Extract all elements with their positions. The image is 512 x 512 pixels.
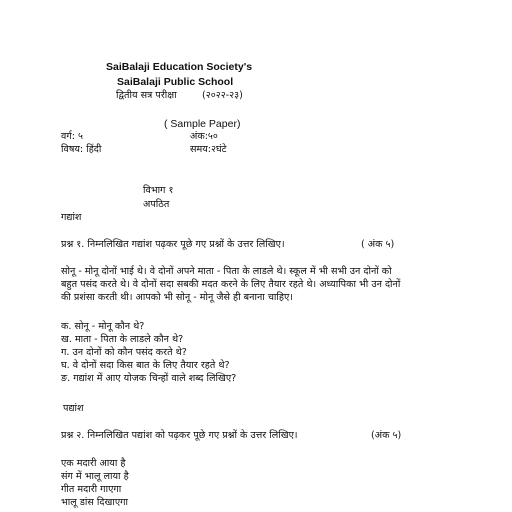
prose-heading: गद्यांश: [61, 212, 82, 223]
sub-question: घ. वे दोनों सदा किस बात के लिए तैयार रहते थे?: [61, 360, 230, 371]
poem-line: भालू डांस दिखाएगा: [61, 497, 129, 508]
marks-label: अंक:५०: [190, 131, 218, 142]
sub-question: ख. माता - पिता के लाडले कौन थे?: [61, 334, 184, 345]
prose-marks: ( अंक ५): [361, 239, 395, 250]
subject-label: विषय: हिंदी: [61, 144, 102, 155]
poem-line: संग में भालू लाया है: [61, 471, 129, 482]
sub-question: क. सोनू - मोनू कौन थे?: [61, 321, 145, 332]
exam-title: द्वितीय सत्र परीक्षा: [116, 90, 177, 101]
poetry-heading: पद्यांश: [63, 403, 84, 414]
prose-sub-questions: [61, 320, 236, 385]
society-name: SaiBalaji Education Society's: [106, 61, 253, 73]
time-label: समय:२घंटे: [190, 144, 227, 155]
sub-question: ग. उन दोनों को कौन पसंद करते थे?: [61, 347, 187, 358]
sub-question: ङ. गद्यांश में आए योजक चिन्हों वाले शब्द लिखिए?: [61, 373, 237, 384]
school-name: SaiBalaji Public School: [117, 76, 234, 88]
passage-line: बहुत पसंद करते थे। वे दोनों सदा सबकी मदत करने के लिए तैयार रहते थे। अध्यापिका भी उन दोनों: [61, 279, 401, 290]
poetry-question: प्रश्न २. निम्नलिखित पद्यांश को पढ़कर पूछे गए प्रश्नों के उत्तर लिखिए।: [61, 430, 298, 441]
poem-line: गीत मदारी गाएगा: [61, 484, 122, 495]
exam-year: (२०२२-२३): [202, 90, 243, 101]
poem-line: एक मदारी आया है: [61, 458, 126, 469]
section-name: अपठित: [143, 199, 170, 210]
class-label: वर्ग: ५: [61, 131, 84, 142]
passage-line: सोनू - मोनू दोनों भाई थे। वे दोनों अपने माता - पिता के लाडले थे। स्कूल में भी सभी उन दोनों को: [61, 266, 392, 277]
poetry-marks: (अंक ५): [371, 430, 402, 441]
prose-question: प्रश्न १. निम्नलिखित गद्यांश पढ़कर पूछे गए प्रश्नों के उत्तर लिखिए।: [61, 239, 285, 250]
paper-type: ( Sample Paper): [164, 118, 241, 130]
passage-line: की प्रशंसा करती थी। आपको भी सोनू - मोनू जैसे ही बनाना चाहिए।: [61, 292, 293, 303]
section-number: विभाग १: [143, 185, 174, 196]
poem-lines: [61, 457, 129, 509]
